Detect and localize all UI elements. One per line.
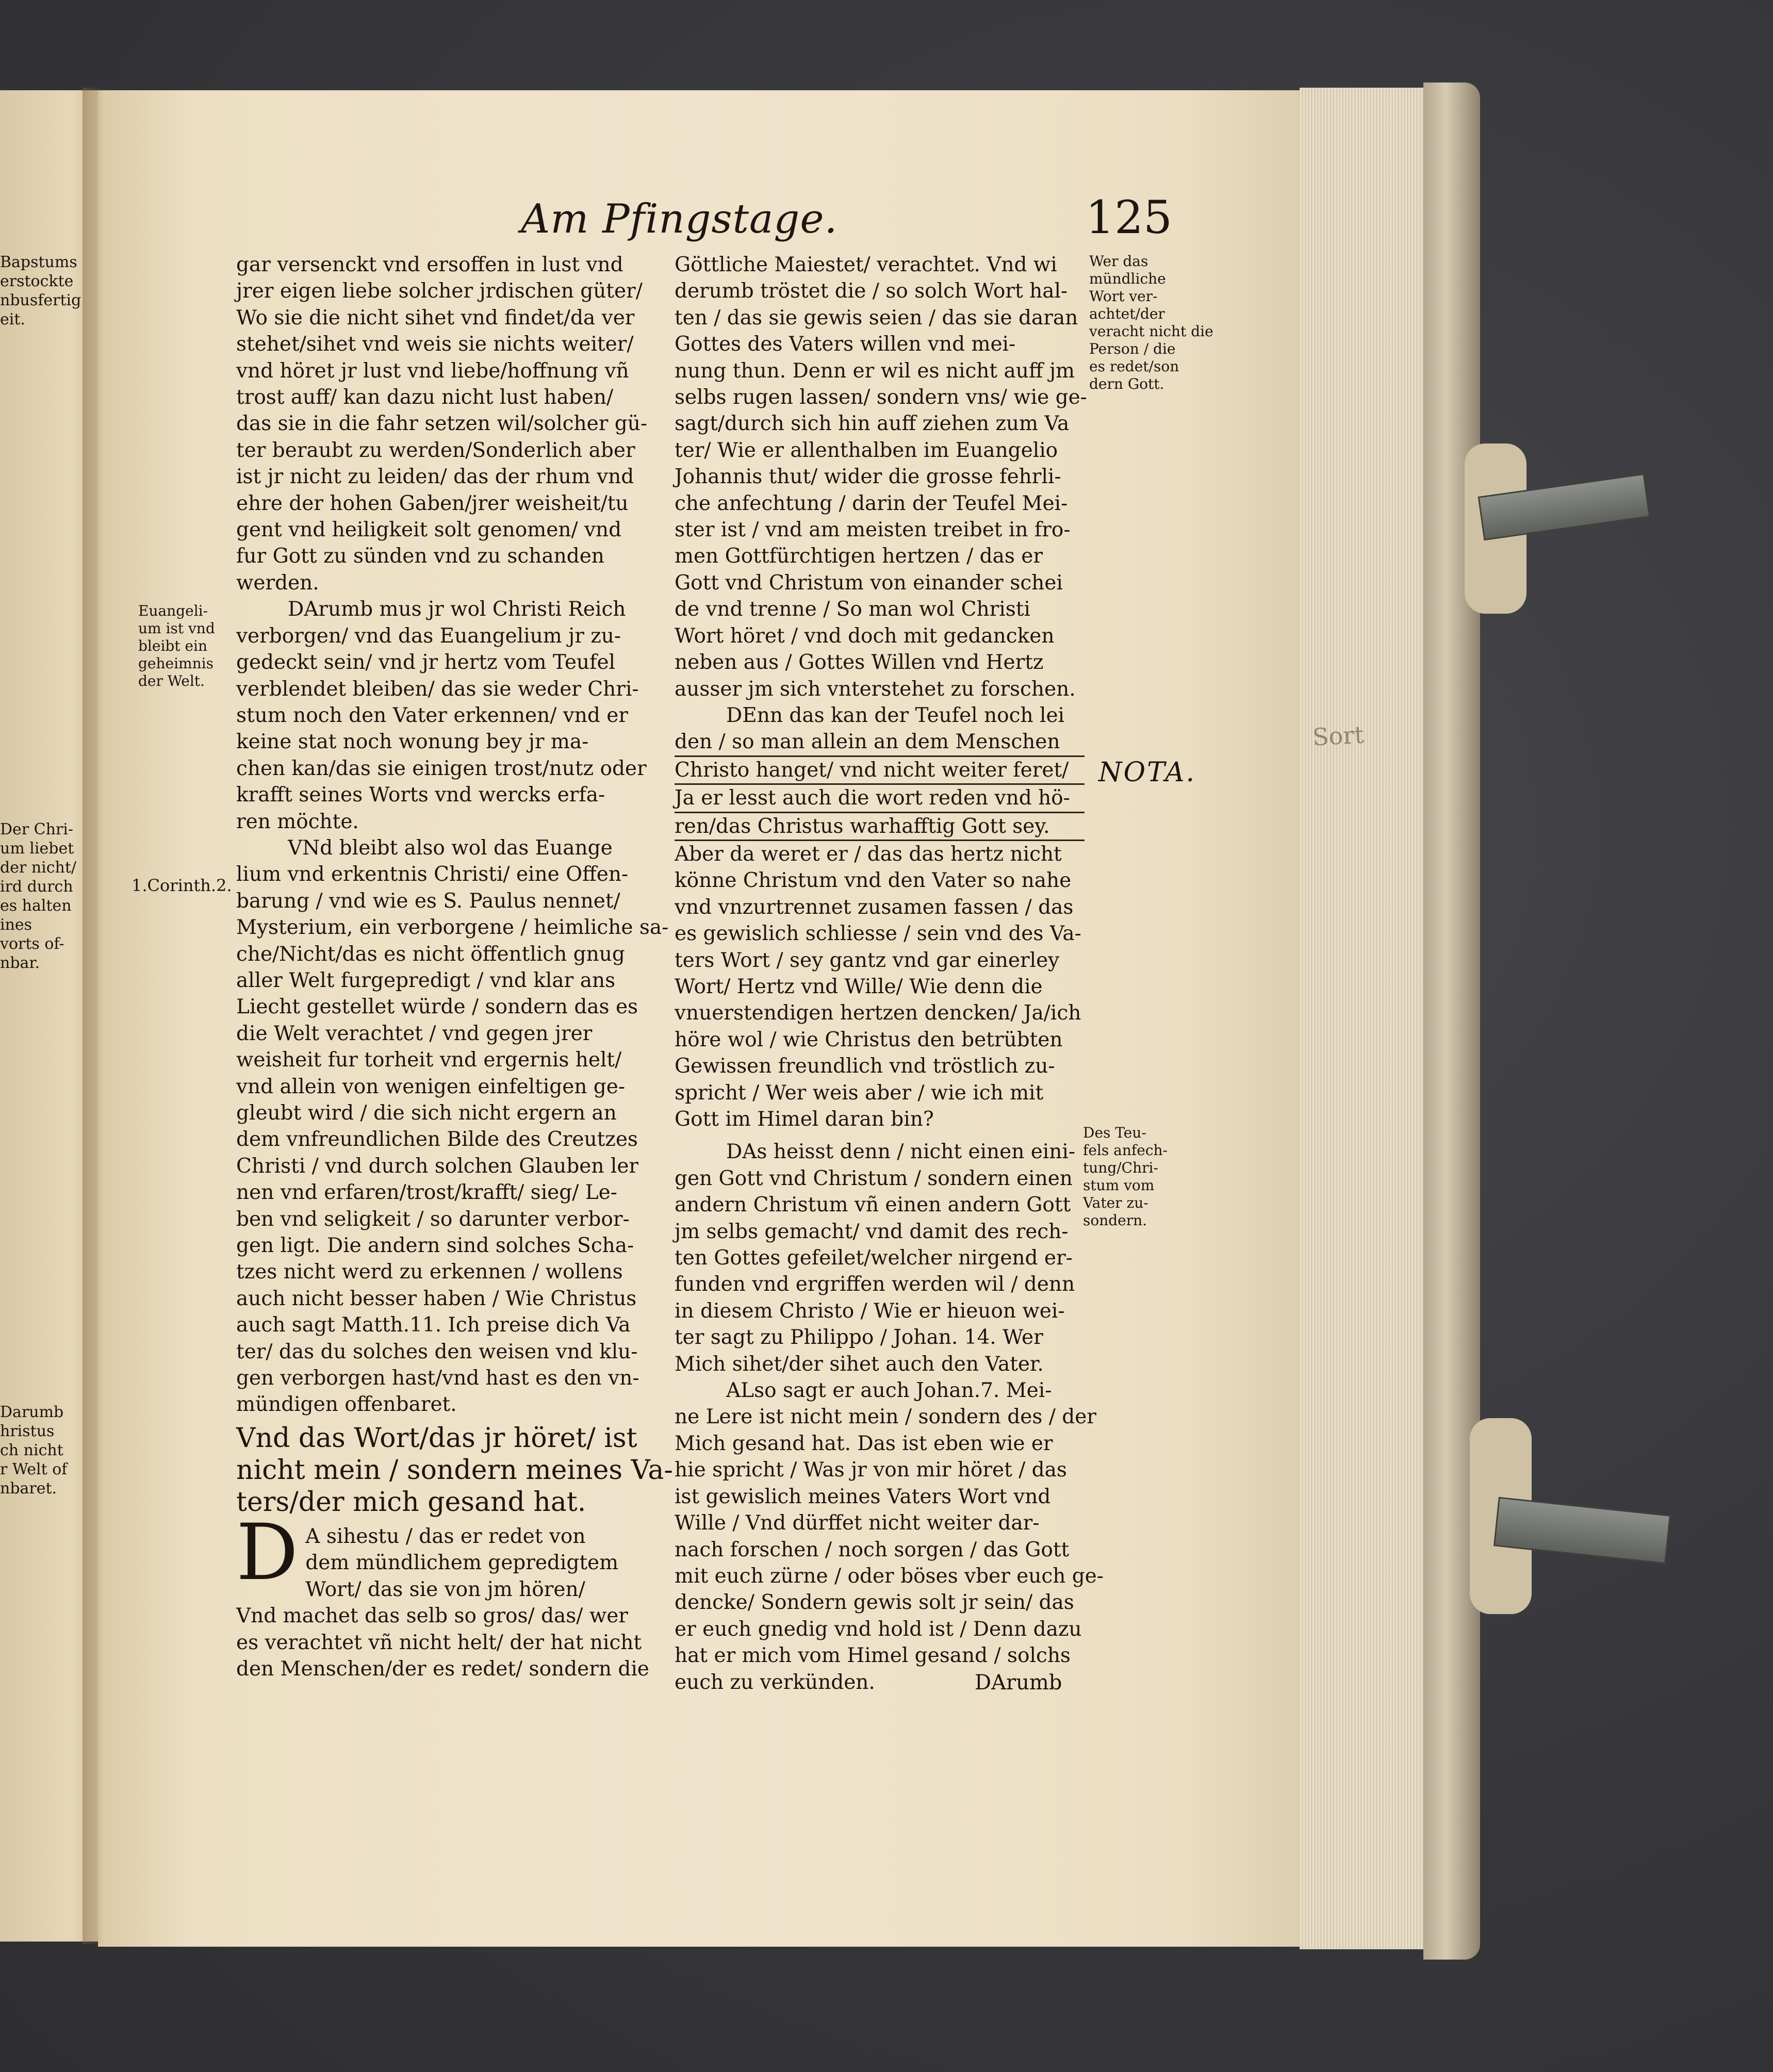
paragraph-1c [236, 835, 669, 1418]
heading-line: nicht mein / sondern meines Va- [236, 1454, 673, 1486]
text-line: Mich sihet/der sihet auch den Vater. [675, 1352, 1044, 1376]
text-line: ben vnd seligkeit / so darunter verbor- [236, 1207, 630, 1231]
text-line: Gottes des Vaters willen vnd mei- [675, 333, 1016, 356]
text-line: tzes nicht werd zu erkennen / wollens [236, 1260, 623, 1284]
text-line: Christi / vnd durch solchen Glauben ler [236, 1154, 639, 1178]
text-line: das sie in die fahr setzen wil/solcher gü- [236, 412, 648, 436]
text-line: krafft seines Worts vnd wercks erfa- [236, 783, 605, 807]
text-line: vnd höret jr lust vnd liebe/hoffnung vñ [236, 359, 629, 383]
paragraph-1a [236, 252, 648, 596]
text-line: Vnd machet das selb so gros/ das/ wer [236, 1604, 628, 1628]
text-line: ne Lere ist nicht mein / sondern des / der [675, 1405, 1096, 1429]
text-line: selbs rugen lassen/ sondern vns/ wie ge- [675, 386, 1087, 409]
decorated-initial: D [236, 1507, 299, 1598]
text-line: ten / das sie gewis seien / das sie daran [675, 306, 1078, 330]
text-line: gedeckt sein/ vnd jr hertz vom Teufel [236, 651, 616, 675]
text-line: nen vnd erfaren/trost/krafft/ sieg/ Le- [236, 1181, 617, 1205]
text-line: trost auff/ kan dazu nicht lust haben/ [236, 386, 614, 409]
paragraph-2d [675, 1377, 1104, 1696]
text-line: auch nicht besser haben / Wie Christus [236, 1287, 637, 1310]
text-line: es verachtet vñ nicht helt/ der hat nicht [236, 1631, 642, 1654]
text-line: ALso sagt er auch Johan.7. Mei- [726, 1379, 1052, 1403]
text-line: spricht / Wer weis aber / wie ich mit [675, 1081, 1044, 1105]
heading-line: ters/der mich gesand hat. [236, 1486, 586, 1518]
text-line: nung thun. Denn er wil es nicht auff jm [675, 359, 1075, 383]
margin-note-corinth: 1.Corinth.2. [132, 876, 232, 895]
text-line: gent vnd heiligkeit solt genomen/ vnd [236, 518, 622, 542]
text-line: werden. [236, 571, 319, 595]
section-heading [236, 1422, 673, 1518]
text-line: dem mündlichem gepredigtem [305, 1551, 619, 1575]
heading-line: Vnd das Wort/das jr höret/ ist [236, 1422, 637, 1454]
text-line: Gewissen freundlich vnd tröstlich zu- [675, 1055, 1055, 1078]
text-line: in diesem Christo / Wie er hieuon wei- [675, 1299, 1065, 1323]
text-line: aller Welt furgepredigt / vnd klar ans [236, 968, 616, 992]
text-line: ter/ Wie er allenthalben im Euangelio [675, 438, 1058, 462]
text-line: gen Gott vnd Christum / sondern einen [675, 1166, 1073, 1190]
text-line: andern Christum vñ einen andern Gott [675, 1193, 1071, 1217]
text-line: ten Gottes gefeilet/welcher nirgend er- [675, 1246, 1073, 1270]
text-line: Liecht gestellet würde / sondern das es [236, 995, 638, 1019]
text-line: höre wol / wie Christus den betrübten [675, 1028, 1063, 1051]
text-line: de vnd trenne / So man wol Christi [675, 598, 1030, 621]
text-line: stum noch den Vater erkennen/ vnd er [236, 703, 628, 727]
left-fragment-middle: Der Chri- um liebet der nicht/ ird durch es halten ines vorts of- nbar. [0, 820, 77, 972]
margin-note-teufel: Des Teu- fels anfech- tung/Chri- stum vom Vater zu- sondern. [1083, 1124, 1168, 1229]
text-line: men Gottfürchtigen hertzen / das er [675, 545, 1043, 568]
text-line: funden vnd ergriffen werden wil / denn [675, 1273, 1075, 1296]
text-line: chen kan/das sie einigen trost/nutz oder [236, 757, 647, 780]
text-line: Göttliche Maiestet/ verachtet. Vnd wi [675, 253, 1057, 276]
text-line: Wort höret / vnd doch mit gedancken [675, 624, 1055, 648]
book-gutter [83, 88, 119, 1944]
text-line: Gott im Himel daran bin? [675, 1108, 934, 1131]
text-line: mündigen offenbaret. [236, 1393, 457, 1417]
text-line: ausser jm sich vnterstehet zu forschen. [675, 677, 1076, 701]
text-line: gleubt wird / die sich nicht ergern an [236, 1101, 617, 1125]
text-line: auch sagt Matth.11. Ich preise dich Va [236, 1313, 631, 1337]
text-line: Wort/ Hertz vnd Wille/ Wie denn die [675, 975, 1043, 998]
text-line: hat er mich vom Himel gesand / solchs [675, 1644, 1071, 1668]
cover-edge [1423, 83, 1480, 1960]
paragraph-1b [236, 596, 647, 835]
text-line: Gott vnd Christum von einander schei [675, 571, 1063, 595]
text-line: jm selbs gemacht/ vnd damit des rech- [675, 1220, 1069, 1243]
text-line: ter sagt zu Philippo / Johan. 14. Wer [675, 1326, 1043, 1350]
running-head: Am Pfingstage. [521, 196, 838, 242]
text-line: jrer eigen liebe solcher jrdischen güter/ [236, 279, 643, 303]
text-line: che anfechtung / darin der Teufel Mei- [675, 491, 1068, 515]
text-line: derumb tröstet die / so solch Wort hal- [675, 279, 1068, 303]
text-line: lium vnd erkentnis Christi/ eine Offen- [236, 863, 629, 886]
text-line: ren möchte. [236, 810, 359, 833]
paragraph-2a [675, 252, 1085, 702]
paragraph-1d [236, 1507, 649, 1682]
text-line: keine stat noch wonung bey jr ma- [236, 730, 589, 754]
text-line: verblendet bleiben/ das sie weder Chri- [236, 677, 639, 701]
text-line: könne Christum vnd den Vater so nahe [675, 869, 1072, 893]
text-line: Johannis thut/ wider die grosse fehrli- [675, 465, 1061, 489]
text-line: Wort/ das sie von jm hören/ [305, 1577, 585, 1601]
text-line: gar versenckt vnd ersoffen in lust vnd [236, 253, 623, 276]
text-line: che/Nicht/das es nicht öffentlich gnug [236, 942, 625, 966]
text-line: er euch gnedig vnd hold ist / Denn dazu [675, 1617, 1082, 1641]
underlined-line: Ja er lesst auch die wort reden vnd hö- [675, 785, 1085, 813]
text-line: ter beraubt zu werden/Sonderlich aber [236, 438, 635, 462]
text-line: vnd vnzurtrennet zusamen fassen / das [675, 895, 1074, 919]
text-line: gen verborgen hast/vnd hast es den vn- [236, 1367, 639, 1390]
text-line: ter/ das du solches den weisen vnd klu- [236, 1340, 638, 1363]
text-line: hie spricht / Was jr von mir höret / das [675, 1458, 1067, 1482]
text-line: die Welt verachtet / vnd gegen jrer [236, 1022, 593, 1045]
text-line: gen ligt. Die andern sind solches Scha- [236, 1234, 634, 1258]
text-line: vnuerstendigen hertzen dencken/ Ja/ich [675, 1001, 1081, 1025]
underlined-line: ren/das Christus warhafftig Gott sey. [675, 813, 1085, 841]
text-line: fur Gott zu sünden vnd zu schanden [236, 545, 604, 568]
left-fragment-top: Bapstums erstockte nbusfertig eit. [0, 253, 81, 328]
text-column-2 [675, 252, 1104, 1696]
text-line: Mich gesand hat. Das ist eben wie er [675, 1432, 1053, 1455]
paragraph-2c [675, 1139, 1085, 1377]
text-line: es gewislich schliesse / sein vnd des Va- [675, 922, 1081, 946]
text-line: mit euch zürne / oder böses vber euch ge- [675, 1564, 1104, 1588]
text-line: den Menschen/der es redet/ sondern die [236, 1657, 649, 1681]
text-line: DAs heisst denn / nicht einen eini- [726, 1140, 1076, 1164]
text-line: ters Wort / sey gantz vnd gar einerley [675, 948, 1060, 972]
text-line: neben aus / Gottes Willen vnd Hertz [675, 651, 1044, 675]
text-line: DArumb mus jr wol Christi Reich [288, 598, 626, 621]
text-line: barung / vnd wie es S. Paulus nennet/ [236, 889, 620, 913]
text-line: VNd bleibt also wol das Euange [288, 836, 613, 860]
paragraph-2b [675, 702, 1085, 1133]
underlined-line: Christo hanget/ vnd nicht weiter feret/ [675, 757, 1085, 785]
margin-note-wer-das: Wer das mündliche Wort ver- achtet/der veracht nicht die Person / die es redet/son dern Gott. [1089, 253, 1213, 392]
text-line: ehre der hohen Gaben/jrer weisheit/tu [236, 491, 629, 515]
text-line: Mysterium, ein verborgene / heimliche sa- [236, 916, 669, 940]
text-line: Wille / Vnd dürffet nicht weiter dar- [675, 1511, 1040, 1535]
margin-note-euangelium: Euangeli- um ist vnd bleibt ein geheimnis der Welt. [138, 602, 215, 689]
text-line: A sihestu / das er redet von [305, 1524, 586, 1548]
left-fragment-bottom: Darumb hristus ch nicht r Welt of nbaret. [0, 1403, 68, 1498]
page-number: 125 [1086, 191, 1172, 244]
text-line: stehet/sihet vnd weis sie nichts weiter/ [236, 333, 634, 356]
text-line: Aber da weret er / das das hertz nicht [675, 842, 1062, 866]
text-line: dem vnfreundlichen Bilde des Creutzes [236, 1128, 638, 1152]
text-line: Wo sie die nicht sihet vnd findet/da ver [236, 306, 635, 330]
text-line: ist jr nicht zu leiden/ das der rhum vnd [236, 465, 634, 489]
text-line: verborgen/ vnd das Euangelium jr zu- [236, 624, 621, 648]
text-line: sagt/durch sich hin auff ziehen zum Va [675, 412, 1070, 436]
margin-note-nota: NOTA. [1098, 757, 1196, 788]
text-line: vnd allein von wenigen einfeltigen ge- [236, 1075, 626, 1098]
text-line: nach forschen / noch sorgen / das Gott [675, 1538, 1070, 1561]
text-line: dencke/ Sondern gewis solt jr sein/ das [675, 1591, 1074, 1615]
fore-edge [1300, 88, 1432, 1949]
catchword: DArumb [975, 1671, 1062, 1695]
text-line: euch zu verkünden. [675, 1670, 875, 1694]
text-line: ist gewislich meines Vaters Wort vnd [675, 1485, 1051, 1508]
text-column-1 [236, 252, 673, 1682]
text-line: weisheit fur torheit vnd ergernis helt/ [236, 1048, 622, 1072]
edge-label: Sort [1311, 720, 1365, 751]
text-line: ster ist / vnd am meisten treibet in fro- [675, 518, 1071, 542]
underlined-line: den / so man allein an dem Menschen [675, 729, 1085, 757]
text-line: DEnn das kan der Teufel noch lei [726, 703, 1065, 727]
